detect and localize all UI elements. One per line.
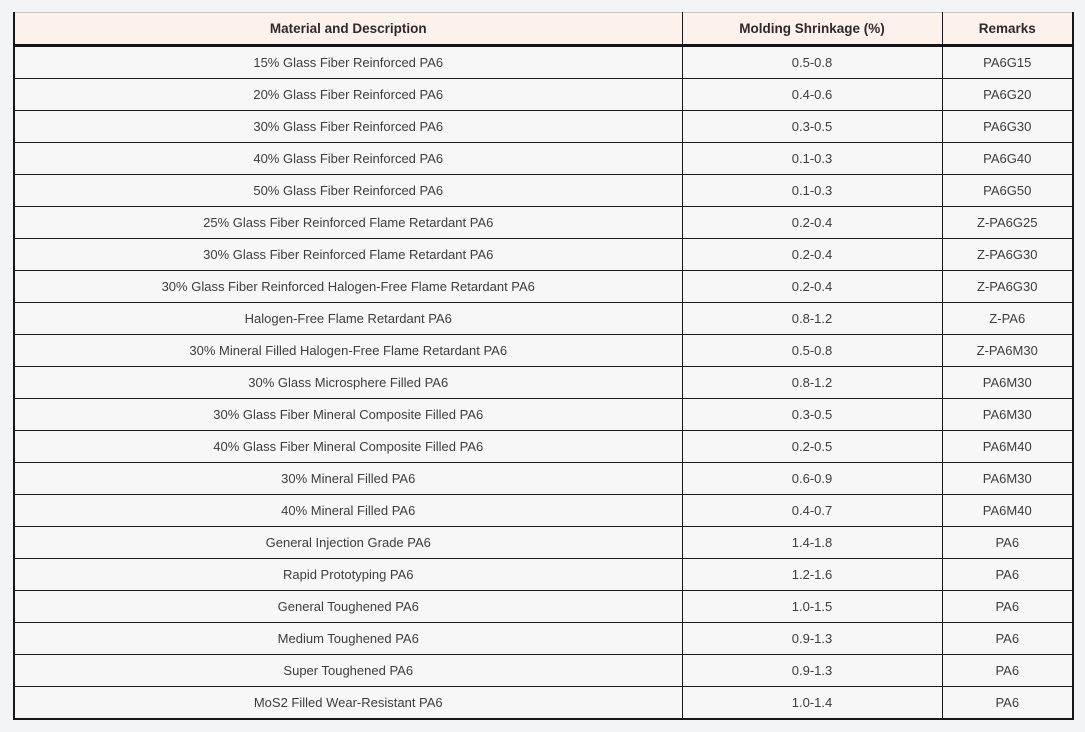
table-row (14, 143, 1073, 175)
table-row (14, 367, 1073, 399)
table-row (14, 591, 1073, 623)
cell-shrinkage: 1.0-1.4 (682, 687, 942, 720)
cell-material: MoS2 Filled Wear-Resistant PA6 (14, 687, 682, 720)
cell-material: 15% Glass Fiber Reinforced PA6 (14, 46, 682, 79)
cell-shrinkage: 0.3-0.5 (682, 399, 942, 431)
table-row (14, 527, 1073, 559)
cell-remarks: PA6 (942, 655, 1073, 687)
cell-material: 30% Glass Fiber Reinforced Flame Retardant PA6 (14, 239, 682, 271)
cell-material: 30% Mineral Filled PA6 (14, 463, 682, 495)
cell-shrinkage: 1.2-1.6 (682, 559, 942, 591)
cell-remarks: PA6 (942, 591, 1073, 623)
table-row (14, 335, 1073, 367)
cell-remarks: PA6G30 (942, 111, 1073, 143)
cell-remarks: PA6 (942, 623, 1073, 655)
table-row (14, 463, 1073, 495)
table-row (14, 431, 1073, 463)
molding-shrinkage-table (13, 12, 1074, 720)
table-row (14, 495, 1073, 527)
cell-shrinkage: 0.2-0.4 (682, 239, 942, 271)
cell-material: 50% Glass Fiber Reinforced PA6 (14, 175, 682, 207)
cell-shrinkage: 0.4-0.6 (682, 79, 942, 111)
cell-material: Halogen-Free Flame Retardant PA6 (14, 303, 682, 335)
cell-shrinkage: 0.9-1.3 (682, 655, 942, 687)
cell-remarks: Z-PA6G25 (942, 207, 1073, 239)
cell-shrinkage: 0.2-0.5 (682, 431, 942, 463)
cell-shrinkage: 1.0-1.5 (682, 591, 942, 623)
column-header-remarks: Remarks (942, 13, 1073, 46)
table-header (14, 13, 1073, 46)
cell-shrinkage: 1.4-1.8 (682, 527, 942, 559)
header-row (14, 13, 1073, 46)
table-row (14, 207, 1073, 239)
cell-shrinkage: 0.6-0.9 (682, 463, 942, 495)
cell-shrinkage: 0.4-0.7 (682, 495, 942, 527)
table-row (14, 687, 1073, 720)
cell-material: Super Toughened PA6 (14, 655, 682, 687)
cell-shrinkage: 0.2-0.4 (682, 271, 942, 303)
cell-remarks: Z-PA6G30 (942, 271, 1073, 303)
cell-shrinkage: 0.8-1.2 (682, 367, 942, 399)
cell-remarks: PA6 (942, 687, 1073, 720)
cell-material: 30% Glass Microsphere Filled PA6 (14, 367, 682, 399)
table-row (14, 655, 1073, 687)
cell-remarks: Z-PA6M30 (942, 335, 1073, 367)
cell-material: 30% Mineral Filled Halogen-Free Flame Retardant PA6 (14, 335, 682, 367)
column-header-material: Material and Description (14, 13, 682, 46)
cell-shrinkage: 0.1-0.3 (682, 143, 942, 175)
table-row (14, 239, 1073, 271)
table-row (14, 623, 1073, 655)
cell-remarks: PA6G40 (942, 143, 1073, 175)
cell-remarks: Z-PA6G30 (942, 239, 1073, 271)
cell-material: 20% Glass Fiber Reinforced PA6 (14, 79, 682, 111)
cell-remarks: PA6M40 (942, 431, 1073, 463)
cell-material: 30% Glass Fiber Reinforced PA6 (14, 111, 682, 143)
cell-remarks: PA6M30 (942, 367, 1073, 399)
cell-remarks: PA6 (942, 559, 1073, 591)
cell-shrinkage: 0.3-0.5 (682, 111, 942, 143)
cell-remarks: PA6M40 (942, 495, 1073, 527)
cell-remarks: Z-PA6 (942, 303, 1073, 335)
cell-material: 40% Glass Fiber Reinforced PA6 (14, 143, 682, 175)
table-row (14, 559, 1073, 591)
cell-material: 40% Glass Fiber Mineral Composite Filled PA6 (14, 431, 682, 463)
cell-remarks: PA6G15 (942, 46, 1073, 79)
cell-remarks: PA6G20 (942, 79, 1073, 111)
cell-material: 25% Glass Fiber Reinforced Flame Retardant PA6 (14, 207, 682, 239)
cell-shrinkage: 0.8-1.2 (682, 303, 942, 335)
table-row (14, 111, 1073, 143)
cell-material: 30% Glass Fiber Reinforced Halogen-Free Flame Retardant PA6 (14, 271, 682, 303)
cell-material: 40% Mineral Filled PA6 (14, 495, 682, 527)
table-row (14, 271, 1073, 303)
cell-shrinkage: 0.1-0.3 (682, 175, 942, 207)
cell-shrinkage: 0.9-1.3 (682, 623, 942, 655)
cell-remarks: PA6M30 (942, 463, 1073, 495)
cell-remarks: PA6M30 (942, 399, 1073, 431)
cell-shrinkage: 0.5-0.8 (682, 335, 942, 367)
table-body (14, 46, 1073, 720)
table-row (14, 399, 1073, 431)
table-row (14, 46, 1073, 79)
cell-shrinkage: 0.2-0.4 (682, 207, 942, 239)
table-row (14, 175, 1073, 207)
cell-material: Rapid Prototyping PA6 (14, 559, 682, 591)
table-row (14, 79, 1073, 111)
cell-remarks: PA6G50 (942, 175, 1073, 207)
table-row (14, 303, 1073, 335)
cell-material: 30% Glass Fiber Mineral Composite Filled PA6 (14, 399, 682, 431)
column-header-shrinkage: Molding Shrinkage (%) (682, 13, 942, 46)
cell-material: General Injection Grade PA6 (14, 527, 682, 559)
cell-shrinkage: 0.5-0.8 (682, 46, 942, 79)
cell-material: General Toughened PA6 (14, 591, 682, 623)
cell-remarks: PA6 (942, 527, 1073, 559)
cell-material: Medium Toughened PA6 (14, 623, 682, 655)
